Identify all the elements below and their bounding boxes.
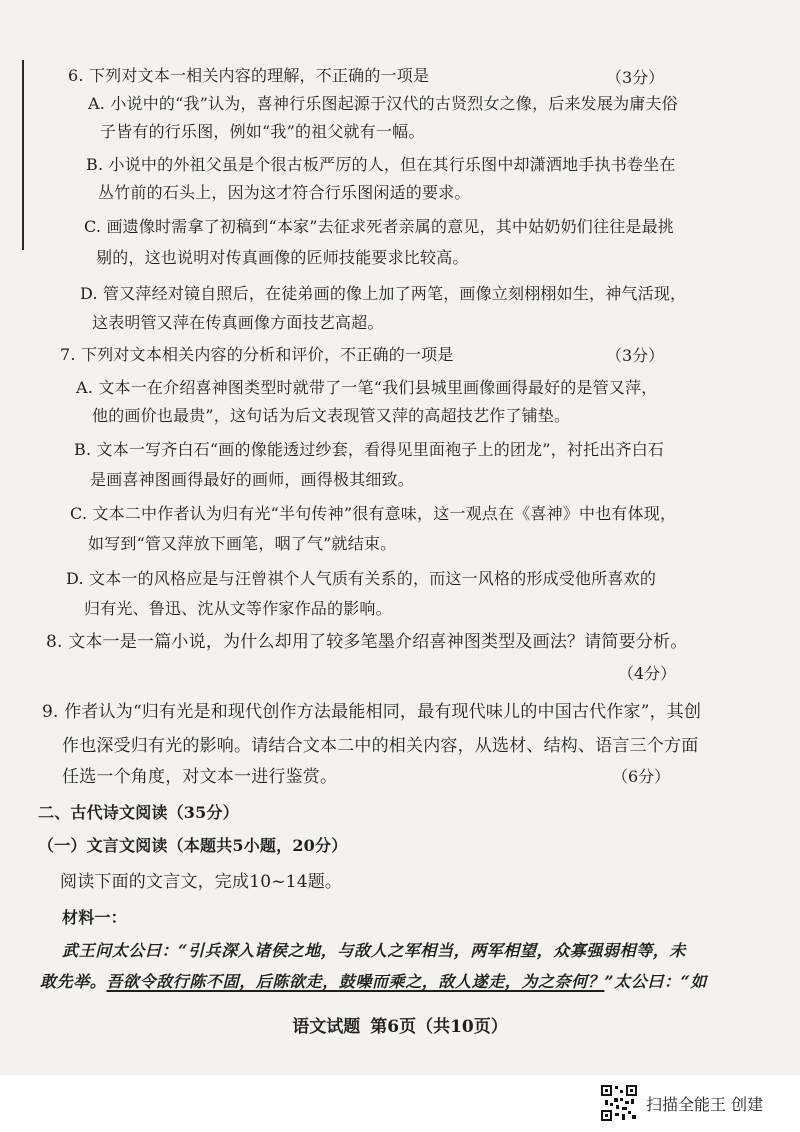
page-footer [0, 1012, 800, 1037]
q7-option-a-line2: 他的画价也最贵”，这句话为后文表现管又萍的高超技艺作了铺垫。 [92, 406, 571, 425]
scanner-app-label: 扫描全能王 创建 [646, 1095, 764, 1114]
q6-option-a-line2: 子皆有的行乐图，例如“我”的祖父就有一幅。 [100, 122, 425, 141]
q9-line2: 作也深受归有光的影响。请结合文本二中的相关内容，从选材、结构、语言三个方面 [62, 736, 699, 756]
q9-line1: 9. 作者认为“归有光是和现代创作方法最能相同，最有现代味儿的中国古代作家”，其创 [42, 702, 702, 722]
passage-underlined-sentence: 吾欲令敌行陈不固，后陈欲走，鼓噪而乘之，敌人遂走，为之奈何？ [106, 972, 605, 991]
q6-option-b-line1: B. 小说中的外祖父虽是个很古板严厉的人，但在其行乐图中却潇洒地手执书卷坐在 [86, 155, 676, 174]
section2-title: 二、古代诗文阅读（35分） [38, 803, 239, 822]
q7-option-b-line2: 是画喜神图画得最好的画师，画得极其细致。 [90, 470, 415, 489]
q7-option-c-line2: 如写到“管又萍放下画笔，咽了气”就结束。 [88, 534, 397, 553]
footer-subject: 语文试题 [292, 1017, 361, 1037]
q6-option-d-line2: 这表明管又萍在传真画像方面技艺高超。 [92, 313, 384, 332]
q8-stem: 8. 文本一是一篇小说，为什么却用了较多笔墨介绍喜神图类型及画法？请简要分析。 [46, 632, 688, 652]
passage-line1: 武王问太公曰：“引兵深入诸侯之地，与敌人之军相当，两军相望，众寡强弱相等，未 [62, 941, 687, 960]
q8-score: （4分） [618, 664, 677, 683]
q6-option-a-line1: A. 小说中的“我”认为，喜神行乐图起源于汉代的古贤烈女之像，后来发展为庸夫俗 [88, 94, 678, 113]
q6-option-b-line2: 丛竹前的石头上，因为这才符合行乐图闲适的要求。 [98, 183, 471, 202]
q7-option-b-line1: B. 文本一写齐白石“画的像能透过纱套，看得见里面袍子上的团龙”，衬托出齐白石 [74, 440, 665, 459]
passage-line2-start: 敢先举。 [40, 972, 107, 991]
q7-score: （3分） [606, 346, 665, 365]
q7-stem: 7. 下列对文本相关内容的分析和评价，不正确的一项是 [60, 345, 454, 364]
passage-line2 [40, 972, 707, 992]
qr-code-icon [600, 1084, 638, 1122]
q6-option-d-line1: D. 管又萍经对镜自照后，在徒弟画的像上加了两笔，画像立刻栩栩如生，神气活现， [80, 284, 687, 303]
page-edge-line [22, 60, 24, 250]
q9-score: （6分） [612, 767, 671, 786]
footer-page-number: 第6页（共10页） [370, 1017, 508, 1037]
section2-subtitle: （一）文言文阅读（本题共5小题，20分） [38, 836, 348, 855]
section2-instruction: 阅读下面的文言文，完成10~14题。 [60, 872, 343, 892]
q9-line3: 任选一个角度，对文本一进行鉴赏。 [62, 767, 338, 787]
q6-stem: 6. 下列对文本一相关内容的理解，不正确的一项是 [68, 66, 430, 85]
q7-option-d-line1: D. 文本一的风格应是与汪曾祺个人气质有关系的，而这一风格的形成受他所喜欢的 [66, 569, 657, 588]
q6-score: （3分） [606, 68, 665, 87]
q7-option-c-line1: C. 文本二中作者认为归有光“半句传神”很有意味，这一观点在《喜神》中也有体现， [70, 504, 677, 523]
q6-option-c-line1: C. 画遗像时需拿了初稿到“本家”去征求死者亲属的意见，其中姑奶奶们往往是最挑 [84, 217, 675, 236]
q7-option-a-line1: A. 文本一在介绍喜神图类型时就带了一笔“我们县城里画像画得最好的是管又萍， [76, 378, 658, 397]
passage-line2-end: ”太公曰：“如 [604, 972, 708, 991]
material-one-label: 材料一： [62, 908, 127, 927]
q7-option-d-line2: 归有光、鲁迅、沈从文等作家作品的影响。 [84, 599, 392, 618]
q6-option-c-line2: 剔的，这也说明对传真画像的匠师技能要求比较高。 [96, 248, 469, 267]
